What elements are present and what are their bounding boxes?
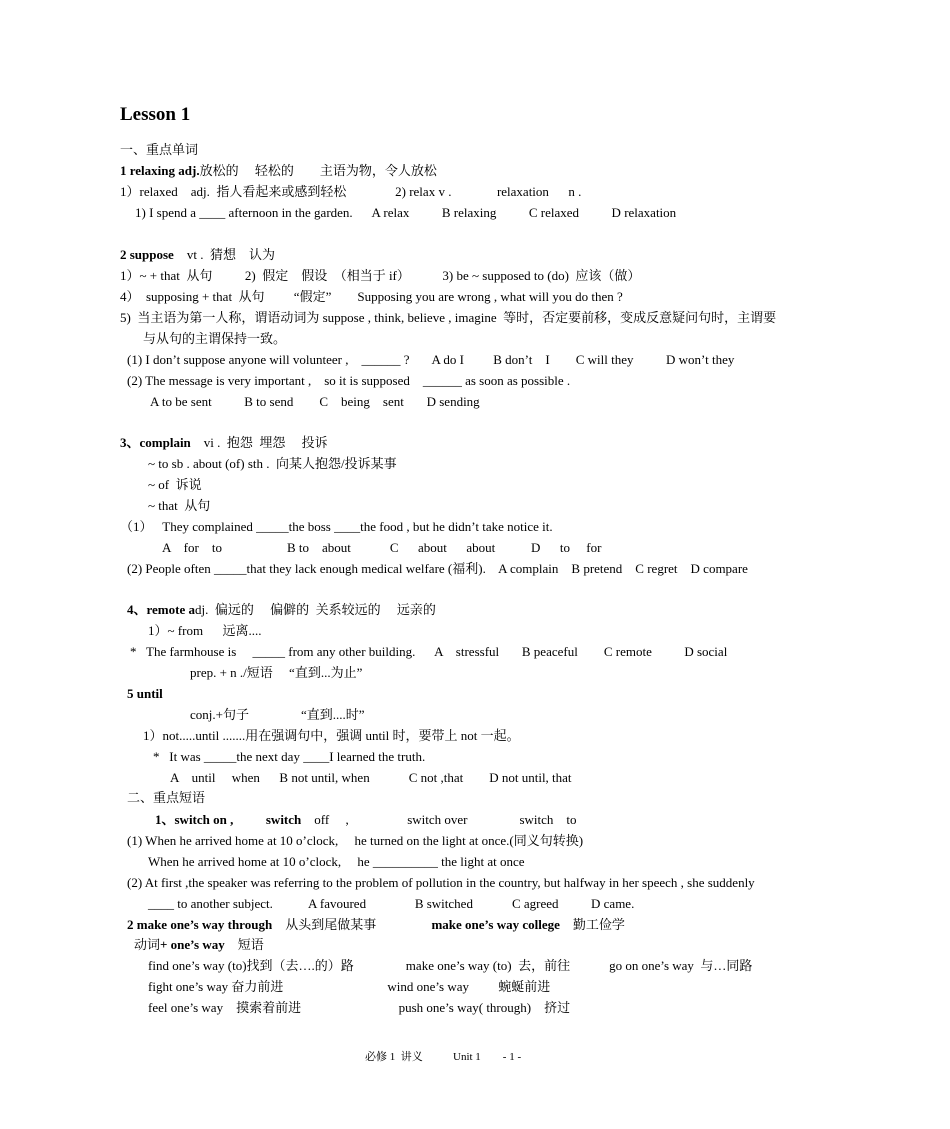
text-line [143, 331, 286, 347]
line-text: fight one’s way 奋力前进 wind one’s way 蜿蜒前进 [148, 979, 551, 994]
text-line [190, 707, 365, 723]
line-text: vi . 抱怨 埋怨 投诉 [190, 435, 328, 450]
line-text: find one’s way (to)找到（去….的）路 make one’s way (to) 去，前往 go on one’s way 与…同路 [148, 958, 753, 973]
line-text: （1） They complained _____the boss ____the food , but he didn’t take notice it. [120, 519, 553, 534]
text-line [148, 958, 752, 974]
bold-text: 5 until [127, 686, 163, 701]
line-text: (1) When he arrived home at 10 o’clock, he turned on the light at once.(同义句转换) [127, 833, 584, 848]
text-line [148, 854, 525, 870]
line-text: A for to B to about C about about D to for [162, 540, 602, 555]
line-text: 从头到尾做某事 [272, 917, 432, 932]
line-text: 1）relaxed adj. 指人看起来或感到轻松 2) relax v . relaxation n . [120, 184, 582, 199]
line-text: 1）not.....until .......用在强调句中，强调 until 时，要带上 not 一起。 [143, 728, 520, 743]
text-line [120, 142, 198, 158]
bold-text: 1 relaxing adj. [120, 163, 200, 178]
text-line [127, 602, 436, 618]
line-text: When he arrived home at 10 o’clock, he __________ the light at once [148, 854, 525, 869]
line-text: ____ to another subject. A favoured B switched C agreed D came. [148, 896, 635, 911]
line-text: * It was _____the next day ____I learned the truth. [153, 749, 426, 764]
text-line [148, 477, 202, 493]
text-line [127, 373, 570, 389]
line-text: (2) At first ,the speaker was referring to the problem of pollution in the country, but halfway in her speech , she suddenly [127, 875, 755, 890]
line-text: ~ to sb . about (of) sth . 向某人抱怨/投诉某事 [148, 456, 397, 471]
line-text: 勤工俭学 [559, 917, 625, 932]
text-line [120, 268, 640, 284]
line-text: 5) 当主语为第一人称，谓语动词为 suppose , think, believe , imagine 等时，否定要前移，变成反意疑问句时，主谓要 [120, 310, 777, 325]
line-text: 与从句的主谓保持一致。 [143, 331, 287, 346]
line-text: feel one’s way 摸索着前进 push one’s way( through) 挤过 [148, 1000, 571, 1015]
text-line [150, 394, 480, 410]
text-line [148, 456, 397, 472]
text-line [120, 519, 553, 535]
bold-text: 1、switch on , [155, 812, 234, 827]
text-line [120, 435, 328, 451]
line-text: off , switch over switch to [301, 812, 577, 827]
line-text: 4） supposing + that 从句 “假定” Supposing you are wrong , what will you do then ? [120, 289, 623, 304]
line-text: (2) People often _____that they lack enough medical welfare (福利). A complain B pretend C regret D compare [127, 561, 748, 576]
text-line [127, 790, 205, 806]
text-line [120, 247, 275, 263]
text-line [127, 875, 755, 891]
line-text [233, 812, 266, 827]
line-text: (2) The message is very important , so it is supposed ______ as soon as possible . [127, 373, 571, 388]
line-text: 短语 [224, 937, 264, 952]
line-text: ~ of 诉说 [148, 477, 202, 492]
lesson-title: Lesson 1 [120, 104, 191, 125]
text-line [134, 937, 264, 953]
line-text: 放松的 轻松的 主语为物，令人放松 [199, 163, 437, 178]
text-line [120, 184, 581, 200]
bold-text: switch [265, 812, 302, 827]
line-text: vt . 猜想 认为 [173, 247, 275, 262]
line-text: * The farmhouse is _____ from any other building. A stressful B peaceful C remote D social [130, 644, 728, 659]
text-line [155, 812, 577, 828]
text-line [148, 623, 262, 639]
text-line [170, 770, 572, 786]
text-line [120, 310, 776, 326]
text-line [127, 561, 748, 577]
line-text: 二、重点短语 [127, 790, 206, 805]
line-text: 1）~ from 远离.... [148, 623, 262, 638]
line-text: dj. 偏远的 偏僻的 关系较远的 远亲的 [194, 602, 436, 617]
text-line [130, 644, 727, 660]
text-line [162, 540, 601, 556]
line-text: 动词 [134, 937, 161, 952]
text-line [135, 205, 676, 221]
text-line [127, 686, 163, 702]
line-text: 1) I spend a ____ afternoon in the garden. A relax B relaxing C relaxed D relaxation [135, 205, 677, 220]
line-text: A until when B not until, when C not ,that D not until, that [170, 770, 572, 785]
line-text: 1）~ + that 从句 2) 假定 假设 （相当于 if） 3) be ~ supposed to (do) 应该（做） [120, 268, 641, 283]
line-text: (1) I don’t suppose anyone will volunteer , ______ ? A do I B don’t I C will they D won’t they [127, 352, 735, 367]
bold-text: 2 suppose [120, 247, 174, 262]
bold-text: 2 make one’s way through [127, 917, 273, 932]
text-line [127, 352, 734, 368]
bold-text: make one’s way college [431, 917, 560, 932]
bold-text: 4、remote a [127, 602, 195, 617]
text-line [127, 833, 583, 849]
text-line [143, 728, 520, 744]
text-line [148, 1000, 570, 1016]
text-line [190, 665, 362, 681]
text-line [153, 749, 425, 765]
line-text: A to be sent B to send C being sent D sending [150, 394, 480, 409]
text-line [148, 896, 634, 912]
text-line [148, 979, 550, 995]
text-line [120, 289, 623, 305]
page-footer: 必修 1 讲义 Unit 1 - 1 - [365, 1051, 522, 1063]
line-text: 一、重点单词 [120, 142, 199, 157]
line-text: prep. + n ./短语 “直到...为止” [190, 665, 363, 680]
line-text: ~ that 从句 [148, 498, 211, 513]
text-line [127, 917, 625, 933]
bold-text: + one’s way [160, 937, 225, 952]
bold-text: 3、complain [120, 435, 191, 450]
line-text: conj.+句子 “直到....时” [190, 707, 365, 722]
text-line [120, 163, 437, 179]
text-line [148, 498, 210, 514]
